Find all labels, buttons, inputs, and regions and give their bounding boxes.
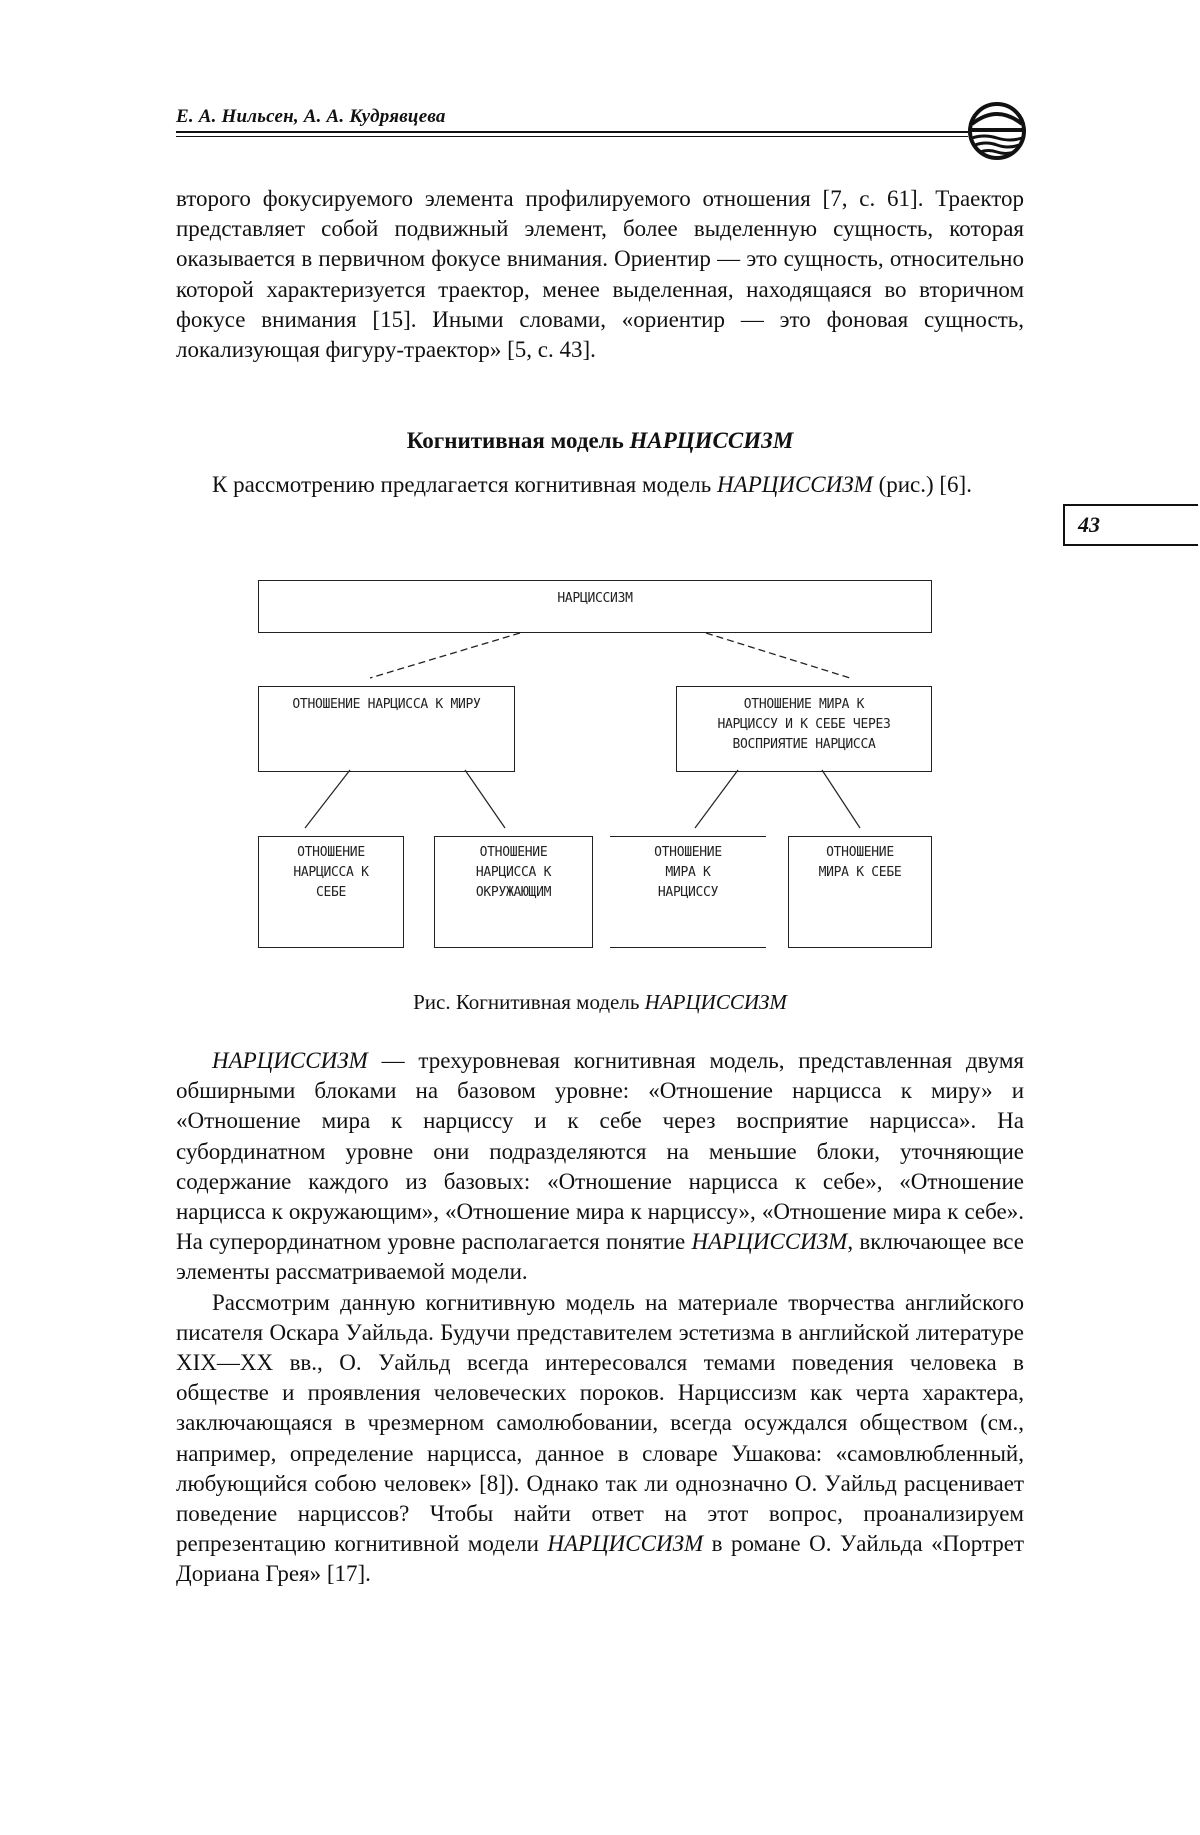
p1-text-end: , включающее все элементы рассматриваемой модели. [176, 1229, 1024, 1285]
connector-root-left [370, 633, 520, 678]
lead-paragraph [176, 470, 1024, 500]
diagram-mid-right-line: ВОСПРИЯТИЕ НАРЦИССА [732, 737, 876, 752]
connector-right-a [695, 770, 738, 828]
diagram-mid-right-line: ОТНОШЕНИЕ МИРА К [743, 697, 865, 712]
caption-italic: НАРЦИССИЗМ [644, 990, 787, 1014]
p1-text: — трехуровневая когнитивная модель, представленная двумя обширными блоками на базовом уровне: «Отношение нарцисса к миру» и «Отношение мира к нарциссу и к себе через восприятие нарцисса». На субординатном уровне они подразделяются на меньшие блоки, уточняющие содержание каждого из базовых: «Отношение нарцисса к себе», «Отношение нарцисса к окружающим», «Отношение мира к нарциссу», «Отношение мира к себе». На суперординатном уровне располагается понятие [176, 1048, 1024, 1255]
diagram-leaf-line: ОТНОШЕНИЕ [479, 845, 548, 860]
section-heading-italic: НАРЦИССИЗМ [629, 428, 794, 453]
section-lead [176, 470, 1024, 500]
p1-italic-2: НАРЦИССИЗМ [691, 1229, 848, 1255]
lead-text-end: (рис.) [6]. [872, 472, 972, 497]
diagram-leaf-line: СЕБЕ [315, 885, 347, 900]
diagram-leaf-line: ОТНОШЕНИЕ [826, 845, 894, 860]
diagram-leaf-line: НАРЦИССА К [475, 865, 552, 880]
diagram-leaf-line: НАРЦИССА К [293, 865, 369, 880]
intro-paragraph: второго фокусируемого элемента профилируемого отношения [7, с. 61]. Траектор представляет собой подвижный элемент, более выделенную сущность, которая оказывается в первичном фокусе внимания. Ориентир — это сущность, относительно которой характеризуется траектор, менее выделенная, находящаяся во вторичном фокусе внимания [15]. Иными словами, «ориентир — это фоновая сущность, локализующая фигуру-траектор» [5, с. 43]. [176, 186, 1024, 363]
diagram-leaf-line: МИРА К СЕБЕ [818, 865, 902, 880]
diagram-mid-right-box [676, 686, 932, 772]
diagram-mid-left-box [258, 686, 515, 772]
diagram-root-box [258, 580, 932, 633]
diagram-leaf-line: МИРА К [665, 865, 711, 880]
diagram-leaf-box [258, 836, 404, 948]
p2-text: Рассмотрим данную когнитивную модель на материале творчества английского писателя Оскара Уайльда. Будучи представителем эстетизма в английской литературе XIX—XX вв., О. Уайльд всегда интересовался темами поведения человека в обществе и проявления человеческих пороков. Нарциссизм как черта характера, заключающаяся в чрезмерном самолюбовании, всегда осуждался обществом (см., например, определение нарцисса, данное в словаре Ушакова: «самовлюбленный, любующийся собою человек» [8]). Однако так ли однозначно О. Уайльд расценивает поведение нарциссов? Чтобы найти ответ на этот вопрос, проанализируем репрезентацию когнитивной модели [176, 1289, 1024, 1557]
intro-text [176, 184, 1024, 365]
lead-italic: НАРЦИССИЗМ [717, 472, 873, 497]
page-number: 43 [1078, 512, 1100, 537]
diagram-mid-right-line: НАРЦИССУ И К СЕБЕ ЧЕРЕЗ [717, 717, 891, 732]
diagram-root-label: НАРЦИССИЗМ [557, 591, 633, 606]
header-rule-thin [176, 136, 968, 137]
p2-italic: НАРЦИССИЗМ [547, 1531, 704, 1557]
diagram-mid-left-label: ОТНОШЕНИЕ НАРЦИССА К МИРУ [292, 697, 481, 712]
p1-italic: НАРЦИССИЗМ [212, 1048, 368, 1073]
header-rule [176, 131, 968, 133]
figure-caption [176, 990, 1024, 1015]
p2-text-end: в романе О. Уайльда «Портрет Дориана Грея» [17]. [176, 1531, 1024, 1587]
diagram-leaf-line: ОТНОШЕНИЕ [297, 845, 365, 860]
diagram-leaf-line: НАРЦИССУ [657, 885, 719, 900]
journal-logo-icon [966, 100, 1028, 162]
diagram-leaf-box [788, 836, 932, 948]
body-paragraph-2 [176, 1288, 1024, 1590]
diagram-leaf-box [434, 836, 593, 948]
header-authors: Е. А. Нильсен, А. А. Кудрявцева [176, 106, 446, 127]
connector-root-right [706, 633, 850, 678]
section-heading [176, 428, 1024, 454]
caption-plain: Рис. Когнитивная модель [413, 990, 645, 1014]
body-paragraph-1 [176, 1046, 1024, 1288]
connector-left-b [465, 770, 505, 828]
page-number-box [1063, 504, 1198, 546]
body-text [176, 1046, 1024, 1590]
running-header [176, 100, 1024, 160]
diagram-leaf-line: ОТНОШЕНИЕ [654, 845, 722, 860]
diagram-leaf-box [610, 836, 766, 948]
connector-left-a [305, 770, 350, 828]
lead-text: К рассмотрению предлагается когнитивная модель [212, 472, 718, 497]
diagram-leaf-line: ОКРУЖАЮЩИМ [475, 885, 552, 900]
connector-right-b [822, 770, 860, 828]
section-heading-plain: Когнитивная модель [406, 428, 630, 453]
